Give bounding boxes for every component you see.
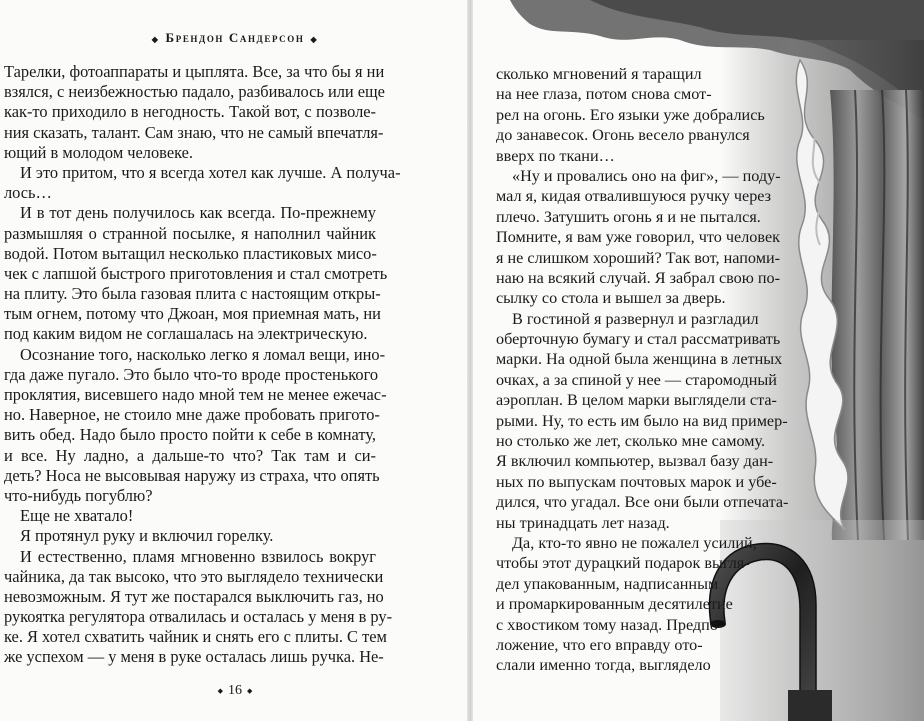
text-line: ны тринадцать лет назад.: [496, 513, 670, 532]
text-line: ющий в молодом человеке.: [4, 142, 194, 162]
text-line: ке. Я хотел схватить чайник и снять его с плиты. С тем: [4, 627, 387, 647]
text-line: взялся, с неизбежностью падало, разбивалось или еще: [4, 82, 385, 102]
text-line: но. Наверное, не стоило мне даже пробовать пригото-: [4, 405, 380, 425]
text-line: вить обед. Надо было просто пойти к себе в комнату,: [4, 425, 376, 445]
text-line: лось…: [4, 183, 52, 203]
running-head: [0, 30, 470, 46]
right-page-text: [496, 64, 788, 676]
book-gutter: [467, 0, 473, 721]
text-line: я не слишком хороший? Так вот, напоми-: [496, 248, 780, 267]
text-line: как-то приходило в негодность. Такой вот, с позволе-: [4, 102, 376, 122]
text-line: дился, что угадал. Все они были отпечата-: [496, 493, 789, 512]
text-line: Я протянул руку и включил горелку.: [20, 526, 274, 546]
text-line: сылку со стола и вышел за дверь.: [496, 289, 726, 308]
text-line: рыми. Ну, то есть им было на вид пример-: [496, 411, 788, 430]
text-line: Еще не хватало!: [20, 506, 134, 526]
text-line: чтобы этот дурацкий подарок выгля-: [496, 554, 750, 573]
text-line: же успехом — у меня в руке осталась лишь ручка. Не-: [4, 647, 384, 667]
text-line: ных по выпускам почтовых марок и убе-: [496, 472, 777, 491]
left-page-text: [4, 62, 401, 668]
text-line: проклятия, висевшего надо мной тем не менее ежечас-: [4, 385, 387, 404]
page-number-value: 16: [228, 683, 242, 698]
ornament-right: ◆: [310, 34, 319, 44]
text-line: размышляя о странной посылке, я наполнил чайник: [4, 223, 376, 243]
text-line: марки. На одной была женщина в летных: [496, 350, 783, 369]
text-line: рел на огонь. Его языки уже добрались: [496, 105, 765, 124]
text-line: вверх по ткани…: [496, 146, 615, 165]
text-line: очках, а за спиной у нее — старомодный: [496, 370, 777, 389]
text-line: с хвостиком тому назад. Предпо-: [496, 615, 724, 634]
text-line: ния сказать, талант. Сам знаю, что не самый впечатля-: [4, 122, 384, 142]
text-line: Осознание того, насколько легко я ломал вещи, ино-: [20, 344, 386, 364]
text-line: водой. Потом вытащил несколько пластиковых мисо-: [4, 243, 377, 263]
text-line: дел упакованным, надписанным: [496, 574, 719, 593]
text-line: Да, кто-то явно не пожалел усилий,: [512, 533, 757, 552]
text-line: Тарелки, фотоаппараты и цыплята. Все, за что бы я ни: [4, 62, 385, 81]
author-name: Брендон Сандерсон: [165, 30, 305, 45]
text-line: на плиту. Это была газовая плита с настоящим откры-: [4, 284, 381, 304]
text-line: «Ну и провались оно на фиг», — поду-: [512, 166, 781, 185]
text-line: Помните, я вам уже говорил, что человек: [496, 228, 780, 247]
text-line: И в тот день получилось как всегда. По-прежнему: [20, 203, 376, 223]
text-line: тым огнем, потому что Джоан, моя приемная мать, ни: [4, 304, 381, 324]
text-line: но столько же лет, сколько мне самому.: [496, 432, 766, 451]
text-line: и все. Ну ладно, а дальше-то что? Так там и си-: [4, 445, 376, 465]
folio-ornament-left: ◆: [217, 686, 223, 695]
text-line: под каким видом не соглашалась на электрическую.: [4, 324, 368, 344]
faucet-base: [788, 690, 832, 721]
text-line: до занавесок. Огонь весело рванулся: [496, 126, 750, 145]
text-line: Я включил компьютер, вызвал базу дан-: [496, 452, 774, 471]
text-line: И естественно, пламя мгновенно взвилось вокруг: [20, 546, 376, 566]
text-line: наю на всякий случай. Я забрал свою по-: [496, 268, 781, 287]
ornament-left: ◆: [151, 34, 160, 44]
text-line: невозможным. Я тут же постарался выключить газ, но: [4, 586, 384, 606]
text-line: что-нибудь погублю?: [4, 485, 153, 505]
text-line: на нее глаза, потом снова смот-: [496, 85, 712, 104]
text-line: слали именно тогда, выглядело: [496, 656, 711, 675]
text-line: оберточную бумагу и стал рассматривать: [496, 330, 781, 349]
page-number: [0, 683, 470, 699]
text-line: ложение, что его вправду ото-: [496, 635, 703, 654]
text-line: плечо. Затушить огонь я и не пытался.: [496, 207, 761, 226]
text-line: чайника, да так высоко, что это выглядело технически: [4, 566, 384, 586]
text-line: деть? Носа не высовывая наружу из страха, что опять: [4, 465, 380, 485]
text-line: рукоятка регулятора отвалилась и осталась у меня в ру-: [4, 607, 393, 627]
text-line: чек с лапшой быстрого приготовления и стал смотреть: [4, 263, 388, 283]
text-line: аэроплан. В целом марки выглядели ста-: [496, 391, 777, 410]
text-line: и промаркированным десятилетие: [496, 595, 733, 614]
text-line: мал я, кидая отвалившуюся ручку через: [496, 187, 772, 206]
text-line: И это притом, что я всегда хотел как лучше. А получа-: [20, 162, 401, 182]
text-line: гда даже пугало. Это было что-то вроде простенького: [4, 364, 379, 384]
folio-ornament-right: ◆: [247, 686, 253, 695]
text-line: сколько мгновений я таращил: [496, 65, 702, 83]
text-line: В гостиной я развернул и разгладил: [512, 309, 759, 328]
